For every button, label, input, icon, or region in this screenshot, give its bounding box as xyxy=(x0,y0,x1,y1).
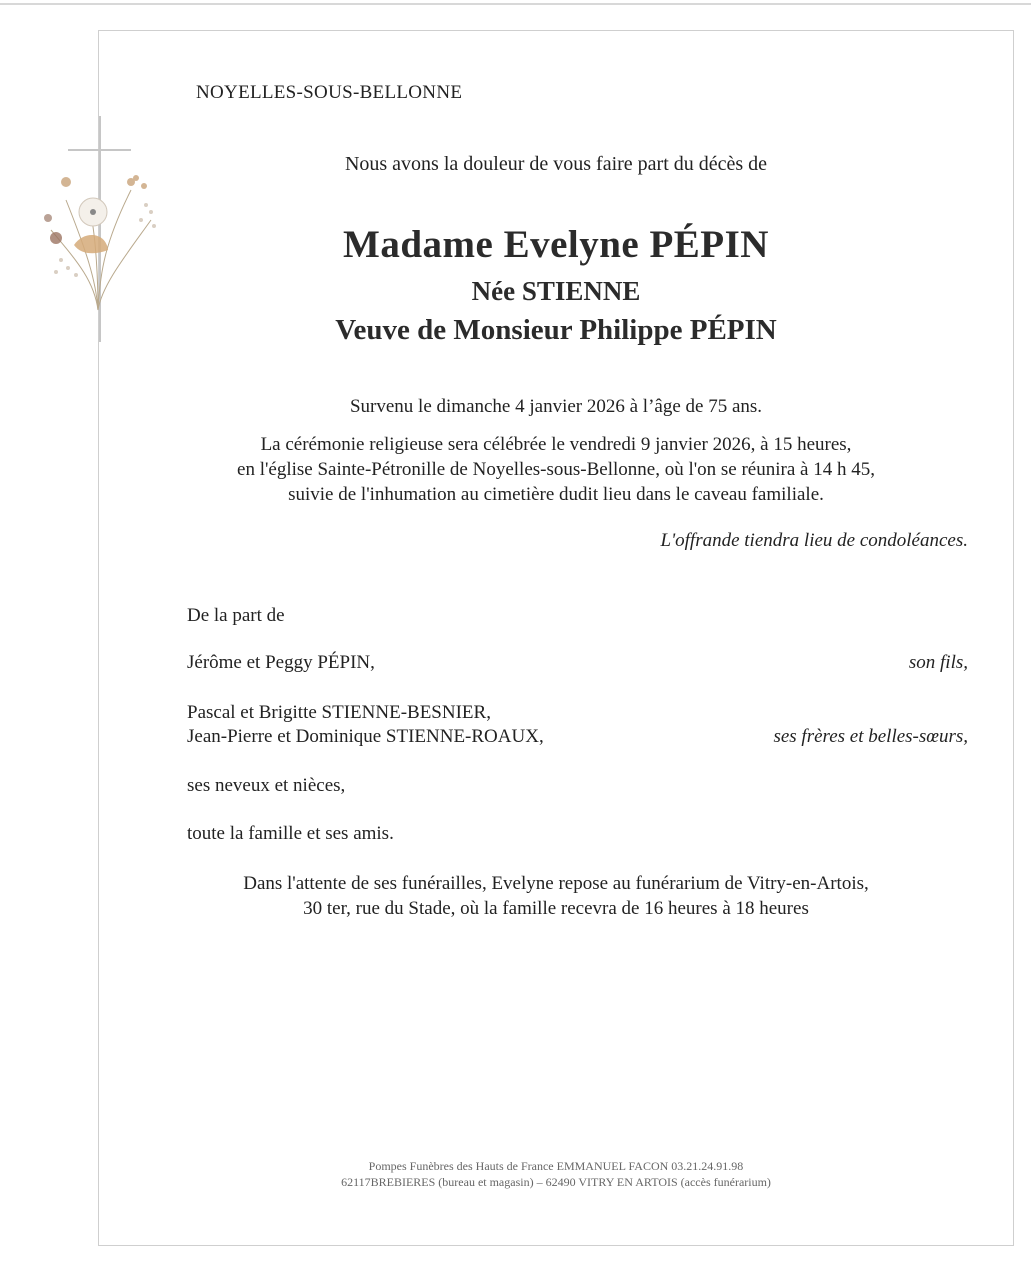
maiden-name: Née STIENNE xyxy=(471,276,641,306)
ceremony-line: La cérémonie religieuse sera célébrée le vendredi 9 janvier 2026, à 15 heures, xyxy=(260,434,852,455)
nephews-nieces: ses neveux et nièces, xyxy=(187,775,346,796)
widow-of: Veuve de Monsieur Philippe PÉPIN xyxy=(335,314,777,346)
intro-text: Nous avons la douleur de vous faire part du décès de xyxy=(344,153,768,175)
ceremony-text xyxy=(98,432,1014,507)
visitation-line: 30 ter, rue du Stade, où la famille recevra de 16 heures à 18 heures xyxy=(303,898,809,919)
footer-line: Pompes Funèbres des Hauts de France EMMANUEL FACON 03.21.24.91.98 xyxy=(368,1159,744,1173)
visitation-text xyxy=(98,871,1014,921)
top-edge-line xyxy=(0,3,1031,5)
son-relation: son fils, xyxy=(908,652,968,673)
page-frame xyxy=(98,30,1014,1246)
cross-arm xyxy=(68,149,131,151)
family-friends: toute la famille et ses amis. xyxy=(187,823,394,844)
ceremony-line: suivie de l'inhumation au cimetière dudit lieu dans le caveau familiale. xyxy=(288,484,824,505)
sibling-names: Jean-Pierre et Dominique STIENNE-ROAUX, xyxy=(187,726,544,747)
from-label: De la part de xyxy=(187,605,285,626)
son-names: Jérôme et Peggy PÉPIN, xyxy=(187,652,375,673)
death-date: Survenu le dimanche 4 janvier 2026 à l’âge de 75 ans. xyxy=(349,396,763,417)
siblings-relation: ses frères et belles-sœurs, xyxy=(773,726,968,747)
sibling-names: Pascal et Brigitte STIENNE-BESNIER, xyxy=(187,702,491,723)
footer-line: 62117BREBIERES (bureau et magasin) – 62490 VITRY EN ARTOIS (accès funérarium) xyxy=(341,1175,771,1189)
funeral-home-footer xyxy=(98,1158,1014,1190)
offrande-note: L'offrande tiendra lieu de condoléances. xyxy=(660,530,968,551)
town-name: NOYELLES-SOUS-BELLONNE xyxy=(196,82,463,103)
ceremony-line: en l'église Sainte-Pétronille de Noyelles-sous-Bellonne, où l'on se réunira à 14 h 45, xyxy=(237,459,875,480)
deceased-name: Madame Evelyne PÉPIN xyxy=(343,223,769,266)
visitation-line: Dans l'attente de ses funérailles, Evelyne repose au funérarium de Vitry-en-Artois, xyxy=(243,873,869,894)
